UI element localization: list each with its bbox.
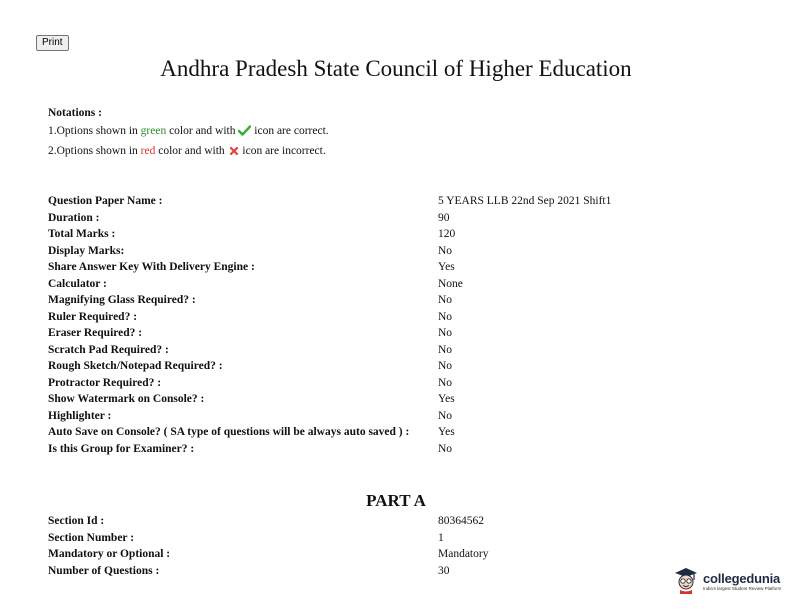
notation-text: color and with [155,145,228,157]
detail-value: 5 YEARS LLB 22nd Sep 2021 Shift1 [438,195,612,207]
detail-row [46,563,490,580]
detail-value: No [438,409,453,422]
detail-label: Magnifying Glass Required? : [48,294,196,306]
detail-value: Yes [438,261,455,273]
logo-brand: collegedunia [703,570,781,586]
detail-value: 1 [438,531,444,544]
detail-row [46,342,613,359]
detail-row [46,530,490,547]
detail-label: Scratch Pad Required? : [48,343,169,356]
detail-value: No [438,376,453,389]
detail-value: None [438,277,463,290]
detail-label: Calculator : [48,277,107,290]
detail-label: Highlighter : [48,409,112,422]
detail-row [46,243,613,260]
notation-incorrect [48,142,329,161]
detail-value: No [438,360,453,372]
detail-row [46,375,613,392]
detail-row [46,226,613,243]
part-heading: PART A [366,491,426,510]
detail-value: Mandatory [438,548,489,560]
detail-value: 80364562 [438,515,484,527]
notation-text: 1.Options shown in [48,125,141,137]
detail-row [46,513,490,530]
student-mascot-icon [672,564,700,599]
detail-row [46,325,613,342]
detail-value: 90 [438,211,450,224]
detail-label: Section Number : [48,531,135,544]
detail-label: Protractor Required? : [48,376,162,389]
detail-value: No [438,244,453,257]
notation-text: icon are incorrect. [239,145,326,157]
notation-text: color and with [166,125,239,137]
detail-value: No [438,294,453,306]
detail-row [46,441,613,458]
detail-label: Eraser Required? : [48,327,143,339]
detail-row [46,292,613,309]
detail-value: Yes [438,426,455,438]
notations-heading: Notations : [48,107,102,119]
detail-label: Auto Save on Console? ( SA type of questions will be always auto saved ) : [48,426,410,438]
detail-row [46,193,613,210]
detail-label: Mandatory or Optional : [48,548,171,560]
detail-label: Number of Questions : [48,564,160,577]
detail-row [46,276,613,293]
detail-value: 30 [438,564,450,577]
detail-value: No [438,343,453,356]
detail-value: No [438,327,453,339]
detail-label: Duration : [48,211,100,224]
check-icon [238,124,251,142]
red-word: red [140,145,156,157]
green-word: green [140,125,167,137]
detail-row [46,391,613,408]
detail-label: Display Marks: [48,244,125,257]
section-details-table [46,513,490,579]
detail-value: No [438,310,453,323]
cross-icon [230,143,238,161]
detail-row [46,259,613,276]
detail-row [46,546,490,563]
detail-value: Yes [438,393,455,405]
detail-label: Section Id : [48,515,105,527]
page-title: Andhra Pradesh State Council of Higher Education [160,56,632,81]
notation-correct [48,122,329,142]
detail-label: Total Marks : [48,228,116,240]
paper-details-table [46,193,613,457]
notation-text: icon are correct. [251,125,329,137]
detail-row [46,424,613,441]
detail-label: Question Paper Name : [48,195,163,207]
detail-label: Is this Group for Examiner? : [48,442,195,455]
detail-label: Show Watermark on Console? : [48,393,205,405]
logo-tagline: India's largest Student Review Platform [703,585,782,591]
notations [48,104,329,161]
detail-label: Share Answer Key With Delivery Engine : [48,261,255,273]
detail-row [46,408,613,425]
print-button[interactable]: Print [36,35,69,51]
detail-label: Rough Sketch/Notepad Required? : [48,360,223,372]
detail-row [46,309,613,326]
detail-value: 120 [438,228,456,240]
detail-row [46,358,613,375]
notation-text: 2.Options shown in [48,145,141,157]
collegedunia-logo [672,564,781,599]
detail-label: Ruler Required? : [48,310,138,323]
detail-value: No [438,442,453,455]
detail-row [46,210,613,227]
